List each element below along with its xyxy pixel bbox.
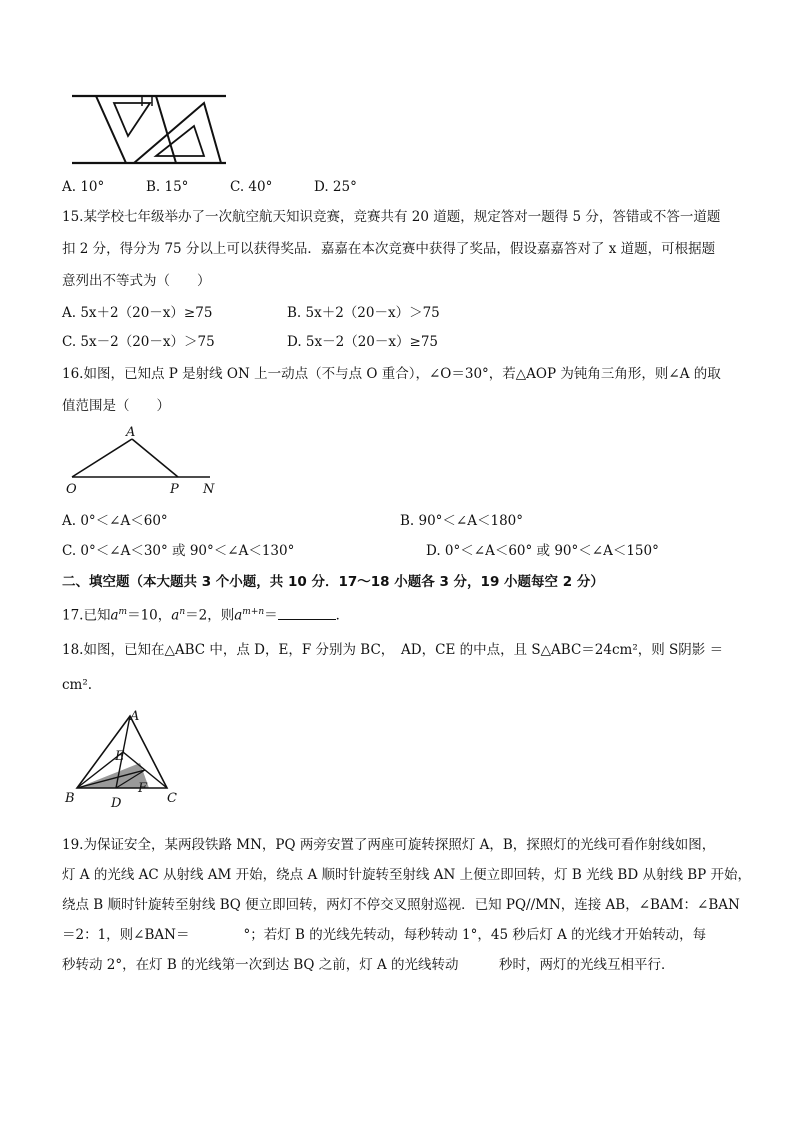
q16-line-1: 16.如图，已知点 P 是射线 ON 上一动点（不与点 O 重合），∠O＝30°，若△AOP 为钝角三角形，则∠A 的取 xyxy=(62,366,721,382)
q18-line-1: 18.如图，已知在△ABC 中，点 D，E，F 分别为 BC， AD，CE 的中点，且 S△ABC＝24cm²，则 S阴影 ＝ xyxy=(62,642,724,658)
q17-exp-n: n xyxy=(179,607,186,617)
q17-line xyxy=(62,603,349,625)
q15-option-c: C. 5x－2（20－x）＞75 xyxy=(62,334,215,350)
q19-line-4: ＝2：1，则∠BAN＝ °；若灯 B 的光线先转动，每秒转动 1°，45 秒后灯 A 的光线才开始转动，每 xyxy=(62,927,707,943)
q14-figure xyxy=(66,88,231,168)
q14-option-d: D. 25° xyxy=(314,179,357,195)
q15-option-a: A. 5x＋2（20－x）≥75 xyxy=(62,305,213,321)
q19-line-2: 灯 A 的光线 AC 从射线 AM 开始，绕点 A 顺时针旋转至射线 AN 上便立即回转，灯 B 光线 BD 从射线 BP 开始， xyxy=(62,867,752,883)
q15-option-d: D. 5x－2（20－x）≥75 xyxy=(287,334,438,350)
section-2-heading: 二、填空题（本大题共 3 个小题，共 10 分．17～18 小题各 3 分，19 小题每空 2 分） xyxy=(62,574,604,590)
q19-line-1: 19.为保证安全，某两段铁路 MN，PQ 两旁安置了两座可旋转探照灯 A，B，探照灯的光线可看作射线如图， xyxy=(62,837,716,853)
q18-label-d: D xyxy=(111,796,122,811)
q18-label-f: F xyxy=(138,781,148,796)
q17-exp-mn: m+n xyxy=(242,607,265,617)
q14-option-b: B. 15° xyxy=(146,179,189,195)
q15-line-3: 意列出不等式为（ ） xyxy=(62,273,211,289)
q16-figure xyxy=(60,422,230,497)
q14-option-a: A. 10° xyxy=(62,179,105,195)
q18-label-c: C xyxy=(167,791,177,806)
q16-option-d: D. 0°＜∠A＜60° 或 90°＜∠A＜150° xyxy=(426,543,659,559)
q16-label-n: N xyxy=(203,482,215,497)
q17-base-a-3: a xyxy=(234,607,243,624)
q16-label-p: P xyxy=(170,482,179,497)
q17-base-a: a xyxy=(110,607,119,624)
q17-end: ． xyxy=(335,607,350,624)
q14-option-c: C. 40° xyxy=(230,179,273,195)
q18-label-e: E xyxy=(115,749,125,764)
q16-label-o: O xyxy=(66,482,77,497)
q17-base-a-2: a xyxy=(171,607,180,624)
q18-label-a: A xyxy=(130,709,140,724)
q18-line-2: cm². xyxy=(62,677,93,693)
q17-eq3: ＝ xyxy=(264,607,278,624)
q17-answer-blank[interactable] xyxy=(278,607,336,620)
q17-eq1: ＝10， xyxy=(127,607,172,624)
q15-option-b: B. 5x＋2（20－x）＞75 xyxy=(287,305,440,321)
q16-line-2: 值范围是（ ） xyxy=(62,398,170,414)
q16-label-a: A xyxy=(126,425,136,440)
q17-exp-m: m xyxy=(118,607,128,617)
q17-prefix: 17.已知 xyxy=(62,607,111,624)
q18-figure xyxy=(62,706,192,816)
q18-label-b: B xyxy=(65,791,75,806)
q16-option-c: C. 0°＜∠A＜30° 或 90°＜∠A＜130° xyxy=(62,543,295,559)
q15-line-2: 扣 2 分，得分为 75 分以上可以获得奖品．嘉嘉在本次竞赛中获得了奖品，假设嘉嘉答对了 x 道题，可根据题 xyxy=(62,241,716,257)
q19-line-3: 绕点 B 顺时针旋转至射线 BQ 便立即回转，两灯不停交叉照射巡视．已知 PQ//MN，连接 AB，∠BAM：∠BAN xyxy=(62,897,740,913)
q16-option-b: B. 90°＜∠A＜180° xyxy=(400,513,524,529)
q17-eq2: ＝2，则 xyxy=(185,607,235,624)
q19-line-5: 秒转动 2°，在灯 B 的光线第一次到达 BQ 之前，灯 A 的光线转动 秒时，两灯的光线互相平行． xyxy=(62,957,675,973)
q16-option-a: A. 0°＜∠A＜60° xyxy=(62,513,168,529)
q15-line-1: 15.某学校七年级举办了一次航空航天知识竞赛，竞赛共有 20 道题，规定答对一题得 5 分，答错或不答一道题 xyxy=(62,209,721,225)
